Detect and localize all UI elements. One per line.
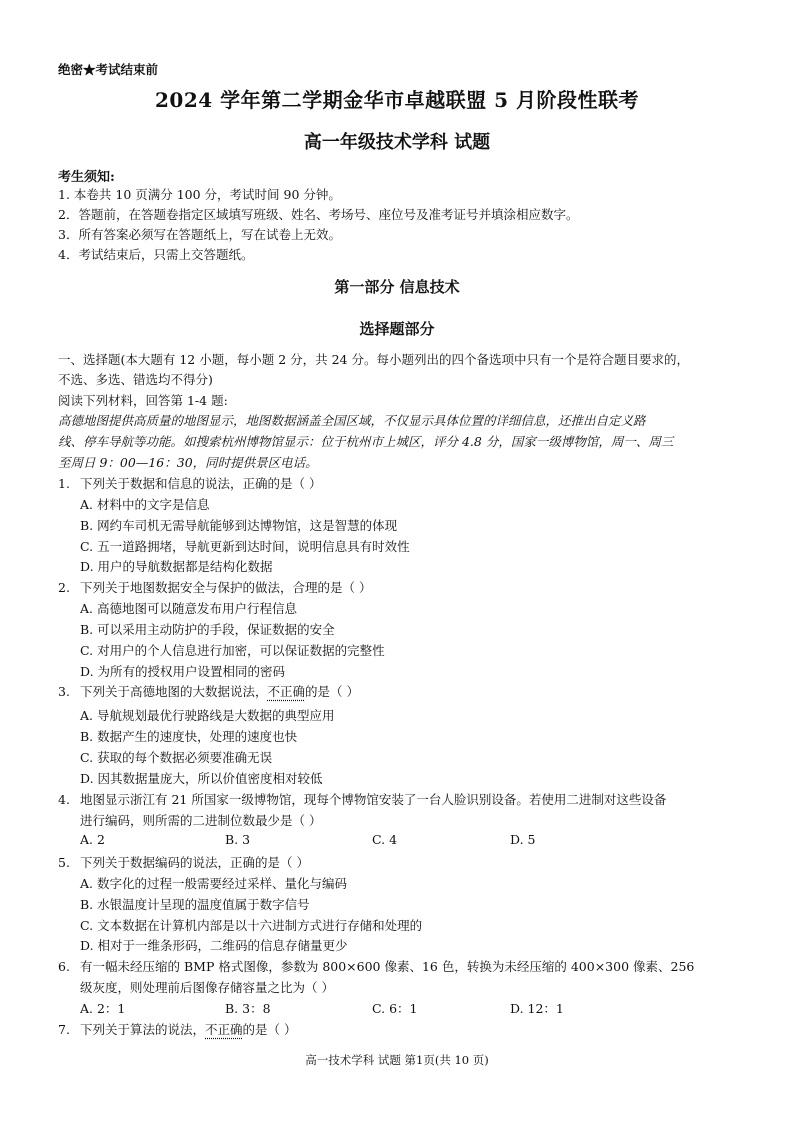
- option-a: A. 2：1: [80, 1001, 126, 1016]
- instructions-line: 一、选择题(本大题有 12 小题，每小题 2 分，共 24 分。每小题列出的四个备选项中只有一个是符合题目要求的，: [58, 352, 689, 367]
- question-3: [58, 682, 748, 700]
- question-number: 2.: [58, 580, 70, 595]
- option-a: A. 2: [80, 832, 105, 847]
- question-emphasis: 不正确: [267, 684, 306, 699]
- option-b: B. 数据产生的速度快，处理的速度也快: [80, 729, 298, 744]
- instructions-line: 阅读下列材料，回答第 1-4 题:: [58, 393, 228, 408]
- option-d: D. 相对于一维条形码，二维码的信息存储量更少: [80, 938, 348, 953]
- question-number: 7.: [58, 1022, 70, 1037]
- option-c: C. 6：1: [372, 1001, 418, 1016]
- reading-passage-line: 线、停车导航等功能。如搜索杭州博物馆显示：位于杭州市上城区，评分 4.8 分，国家一级博物馆，周一、周三: [58, 434, 674, 449]
- question-number: 1.: [58, 476, 70, 491]
- page-footer: 高一技术学科 试题 第1页(共 10 页): [305, 1053, 489, 1067]
- option-a: A. 高德地图可以随意发布用户行程信息: [80, 601, 297, 616]
- secret-label: 绝密★考试结束前: [58, 62, 159, 77]
- option-b: B. 3: [225, 832, 251, 847]
- question-stem: 下列关于地图数据安全与保护的做法，合理的是（ ）: [80, 580, 372, 595]
- notice-heading: 考生须知:: [58, 170, 115, 185]
- option-d: D. 12：1: [510, 1001, 564, 1016]
- reading-passage-line: 高德地图提供高质量的地图显示，地图数据涵盖全国区域，不仅显示具体位置的详细信息，还推出自定义路: [58, 413, 646, 428]
- question-2: [58, 578, 748, 596]
- option-b: B. 水银温度计呈现的温度值属于数字信号: [80, 897, 310, 912]
- question-emphasis: 不正确: [205, 1022, 243, 1037]
- option-c: C. 文本数据在计算机内部是以十六进制方式进行存储和处理的: [80, 918, 423, 933]
- question-number: 6.: [58, 959, 70, 974]
- question-7: [58, 1020, 748, 1038]
- question-stem-tail: 的是（ ）: [305, 684, 360, 699]
- question-stem: 地图显示浙江有 21 所国家一级博物馆，现每个博物馆安装了一台人脸识别设备。若使用二进制对这些设备: [80, 792, 667, 807]
- question-stem: 下列关于高德地图的大数据说法，: [80, 684, 268, 699]
- option-b: B. 3：8: [225, 1001, 271, 1016]
- instructions-line: 不选、多选、错选均不得分): [58, 372, 213, 387]
- question-1: [58, 474, 748, 492]
- question-stem-line2: 级灰度，则处理前后图像存储容量之比为（ ）: [80, 980, 334, 995]
- question-stem-tail: 的是（ ）: [242, 1022, 297, 1037]
- option-c: C. 获取的每个数据必须要准确无误: [80, 750, 273, 765]
- question-stem: 下列关于算法的说法，: [80, 1022, 206, 1037]
- question-number: 4.: [58, 792, 70, 807]
- notice-item: 1. 本卷共 10 页满分 100 分，考试时间 90 分钟。: [58, 187, 341, 202]
- exam-title: 2024 学年第二学期金华市卓越联盟 5 月阶段性联考: [155, 88, 639, 112]
- notice-item: 2．答题前，在答题卷指定区域填写班级、姓名、考场号、座位号及准考证号并填涂相应数字。: [58, 207, 579, 222]
- option-d: D. 为所有的授权用户设置相同的密码: [80, 664, 286, 679]
- question-stem: 下列关于数据编码的说法，正确的是（ ）: [80, 855, 309, 870]
- option-a: A. 数字化的过程一般需要经过采样、量化与编码: [80, 876, 347, 891]
- question-5: [58, 853, 748, 871]
- question-stem: 下列关于数据和信息的说法，正确的是（ ）: [80, 476, 322, 491]
- section-title: 选择题部分: [359, 320, 435, 338]
- reading-passage-line: 至周日 9：00—16：30，同时提供景区电话。: [58, 455, 318, 470]
- option-c: C. 4: [372, 832, 398, 847]
- option-d: D. 用户的导航数据都是结构化数据: [80, 559, 273, 574]
- part-title: 第一部分 信息技术: [334, 278, 460, 296]
- question-number: 3.: [58, 684, 70, 699]
- option-b: B. 网约车司机无需导航能够到达博物馆，这是智慧的体现: [80, 518, 398, 533]
- question-6: [58, 957, 748, 975]
- question-4: [58, 790, 748, 808]
- option-d: D. 因其数据量庞大，所以价值密度相对较低: [80, 771, 323, 786]
- option-b: B. 可以采用主动防护的手段，保证数据的安全: [80, 622, 335, 637]
- option-a: A. 材料中的文字是信息: [80, 497, 210, 512]
- exam-subtitle: 高一年级技术学科 试题: [303, 132, 491, 153]
- question-stem: 有一幅未经压缩的 BMP 格式图像，参数为 800×600 像素、16 色，转换为未经压缩的 400×300 像素、256: [80, 959, 695, 974]
- option-a: A. 导航规划最优行驶路线是大数据的典型应用: [80, 708, 335, 723]
- notice-item: 3．所有答案必须写在答题纸上，写在试卷上无效。: [58, 227, 341, 242]
- question-number: 5.: [58, 855, 70, 870]
- option-c: C. 对用户的个人信息进行加密，可以保证数据的完整性: [80, 643, 385, 658]
- option-c: C. 五一道路拥堵，导航更新到达时间，说明信息具有时效性: [80, 539, 410, 554]
- question-stem-line2: 进行编码，则所需的二进制位数最少是（ ）: [80, 813, 322, 828]
- notice-item: 4．考试结束后，只需上交答题纸。: [58, 247, 254, 262]
- option-d: D. 5: [510, 832, 536, 847]
